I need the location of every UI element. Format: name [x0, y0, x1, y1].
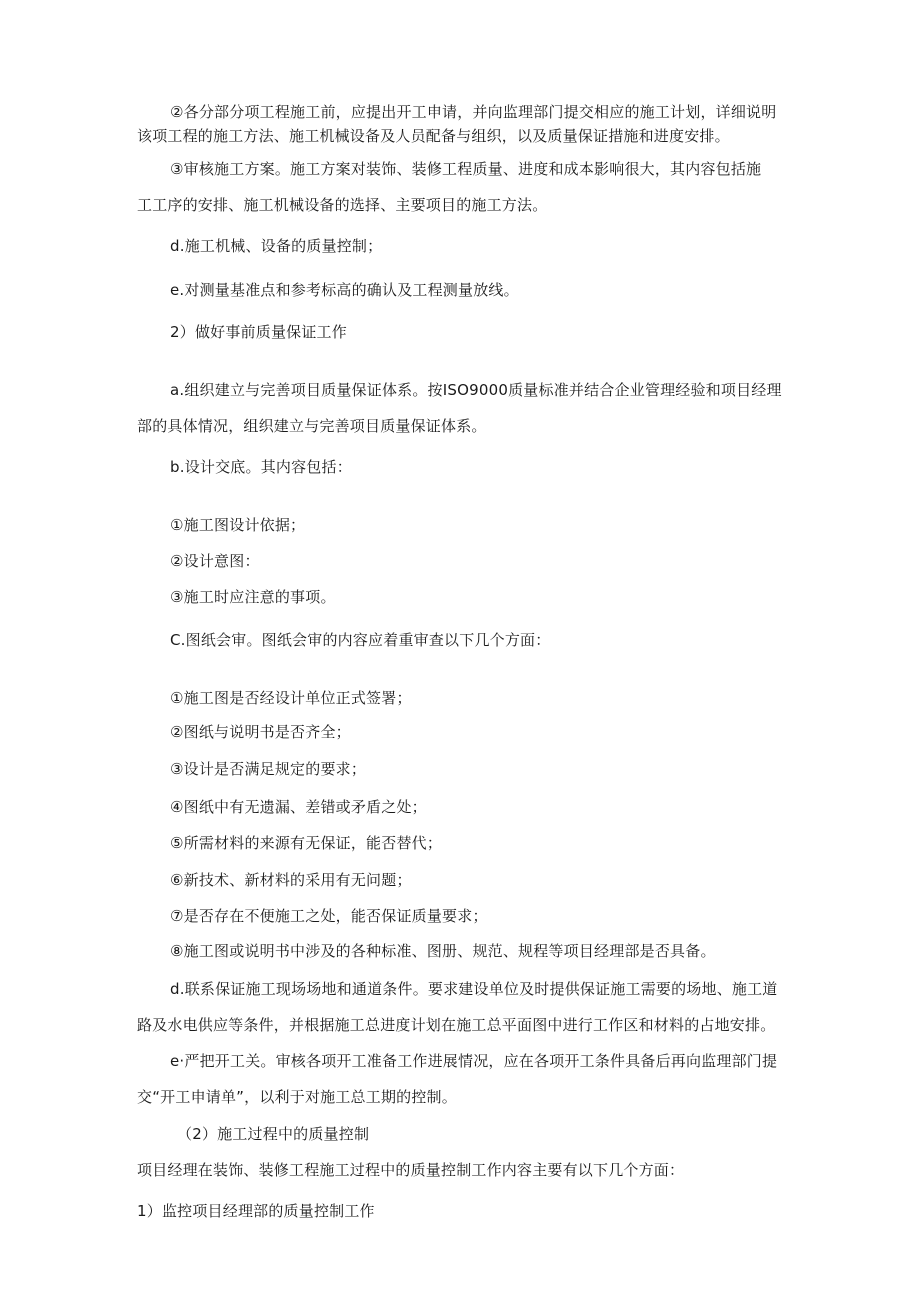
text-line: a.组织建立与完善项目质量保证体系。按ISO9000质量标准并结合企业管理经验和项目经理: [170, 381, 782, 399]
list-item: ⑥新技术、新材料的采用有无问题；: [170, 871, 412, 889]
list-item: ⑦是否存在不便施工之处，能否保证质量要求；: [170, 907, 488, 925]
text-line: e·严把开工关。审核各项开工准备工作进展情况，应在各项开工条件具备后再向监理部门提: [170, 1052, 778, 1070]
text-line: 该项工程的施工方法、施工机械设备及人员配备与组织，以及质量保证措施和进度安排。: [137, 127, 730, 145]
section-heading: 1）监控项目经理部的质量控制工作: [137, 1202, 375, 1220]
section-heading: （2）施工过程中的质量控制: [177, 1125, 370, 1143]
list-item: ②图纸与说明书是否齐全；: [170, 723, 351, 741]
text-line: e.对测量基准点和参考标高的确认及工程测量放线。: [170, 281, 519, 299]
list-item: ⑤所需材料的来源有无保证，能否替代；: [170, 834, 443, 852]
list-item: ①施工图是否经设计单位正式签署；: [170, 689, 412, 707]
text-line: 交“开工申请单”，以利于对施工总工期的控制。: [137, 1088, 457, 1106]
list-item: ②设计意图：: [170, 552, 260, 570]
text-line: d.施工机械、设备的质量控制；: [170, 237, 383, 255]
list-item: ③施工时应注意的事项。: [170, 588, 336, 606]
text-line: 部的具体情况，组织建立与完善项目质量保证体系。: [137, 417, 487, 435]
list-item: ⑧施工图或说明书中涉及的各种标准、图册、规范、规程等项目经理部是否具备。: [170, 942, 716, 960]
list-item: ①施工图设计依据；: [170, 516, 306, 534]
text-line: d.联系保证施工现场场地和通道条件。要求建设单位及时提供保证施工需要的场地、施工道: [170, 980, 778, 998]
list-item: ④图纸中有无遗漏、差错或矛盾之处；: [170, 798, 427, 816]
text-line: ③审核施工方案。施工方案对装饰、装修工程质量、进度和成本影响很大，其内容包括施: [170, 160, 762, 178]
text-line: ②各分部分项工程施工前，应提出开工申请，并向监理部门提交相应的施工计划，详细说明: [170, 103, 777, 121]
text-line: b.设计交底。其内容包括：: [170, 458, 352, 476]
text-line: 工工序的安排、施工机械设备的选择、主要项目的施工方法。: [137, 196, 548, 214]
text-line: 路及水电供应等条件，并根据施工总进度计划在施工总平面图中进行工作区和材料的占地安排。: [137, 1016, 776, 1034]
section-heading: 2）做好事前质量保证工作: [170, 323, 347, 341]
text-line: C.图纸会审。图纸会审的内容应着重审查以下几个方面：: [170, 631, 551, 649]
text-line: 项目经理在装饰、装修工程施工过程中的质量控制工作内容主要有以下几个方面：: [137, 1161, 685, 1179]
list-item: ③设计是否满足规定的要求；: [170, 760, 367, 778]
